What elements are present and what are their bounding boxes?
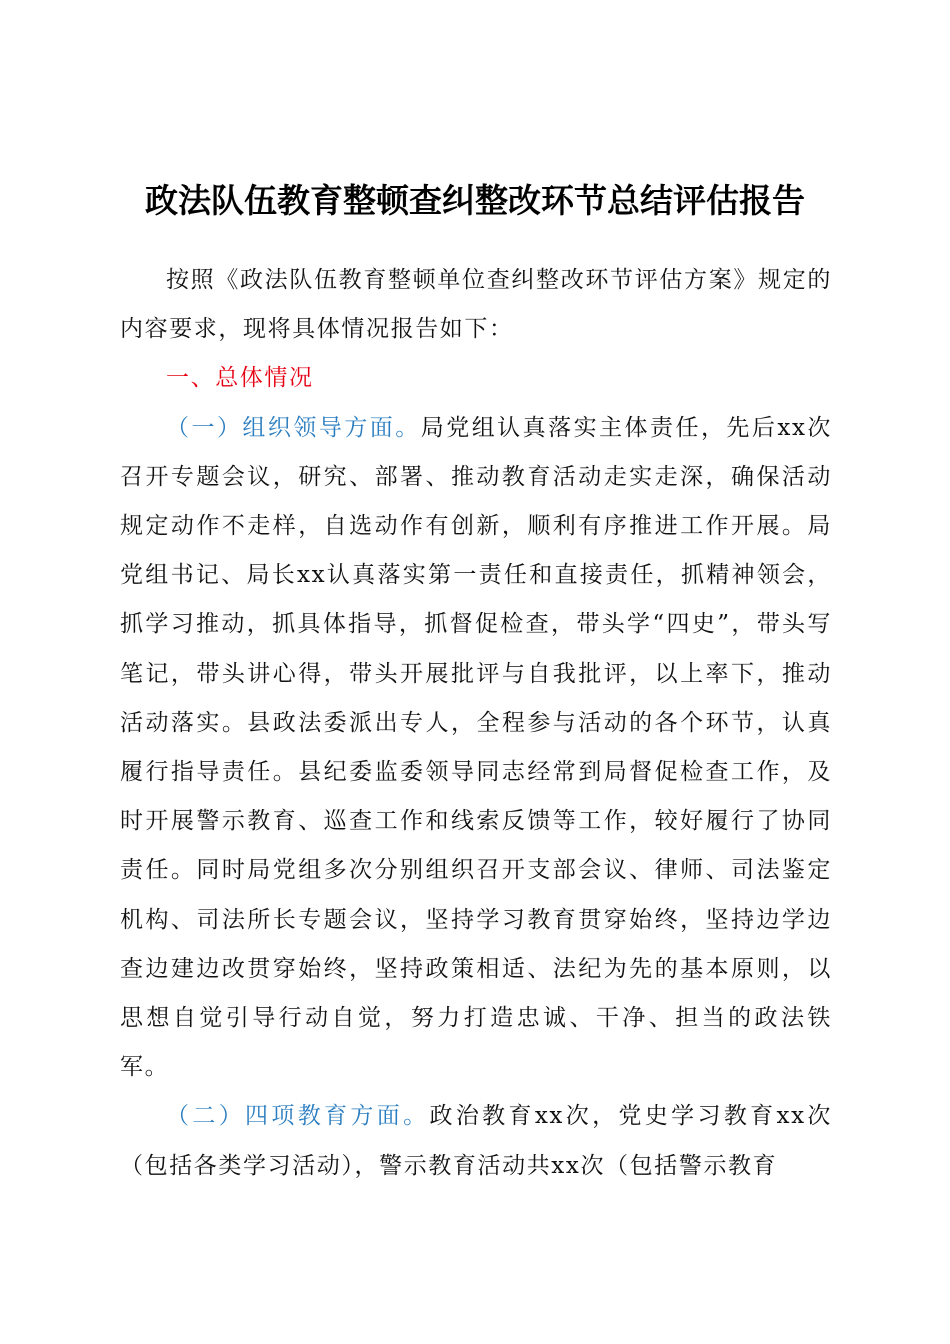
subheading-organization: （一）组织领导方面。 — [166, 414, 421, 441]
section-heading — [120, 354, 832, 403]
paragraph-organization-text: 局党组认真落实主体责任，先后xx次召开专题会议，研究、部署、推动教育活动走实走深，确保活动规定动作不走样，自选动作有创新，顺利有序推进工作开展。局党组书记、局长xx认真落实第一责任和直接责任，抓精神领会，抓学习推动，抓具体指导，抓督促检查，带头学“四史”，带头写笔记，带头讲心得，带头开展批评与自我批评，以上率下，推动活动落实。县政法委派出专人，全程参与活动的各个环节，认真履行指导责任。县纪委监委领导同志经常到局督促检查工作，及时开展警示教育、巡查工作和线索反馈等工作，较好履行了协同责任。同时局党组多次分别组织召开支部会议、律师、司法鉴定机构、司法所长专题会议，坚持学习教育贯穿始终，坚持边学边查边建边改贯穿始终，坚持政策相适、法纪为先的基本原则，以思想自觉引导行动自觉，努力打造忠诚、干净、担当的政法铁军。 — [120, 414, 832, 1081]
section-1-heading: 一、总体情况 — [166, 365, 314, 392]
paragraph-education — [120, 1092, 832, 1190]
paragraph-organization — [120, 404, 832, 1093]
intro-paragraph: 按照《政法队伍教育整顿单位查纠整改环节评估方案》规定的内容要求，现将具体情况报告如下： — [120, 267, 832, 343]
subheading-education: （二）四项教育方面。 — [166, 1103, 430, 1130]
document-body — [120, 256, 832, 1191]
paragraph-education-text: 政治教育xx次，党史学习教育xx次（包括各类学习活动），警示教育活动共xx次（包括警示教育 — [120, 1103, 832, 1179]
document-title: 政法队伍教育整顿查纠整改环节总结评估报告 — [145, 181, 805, 220]
